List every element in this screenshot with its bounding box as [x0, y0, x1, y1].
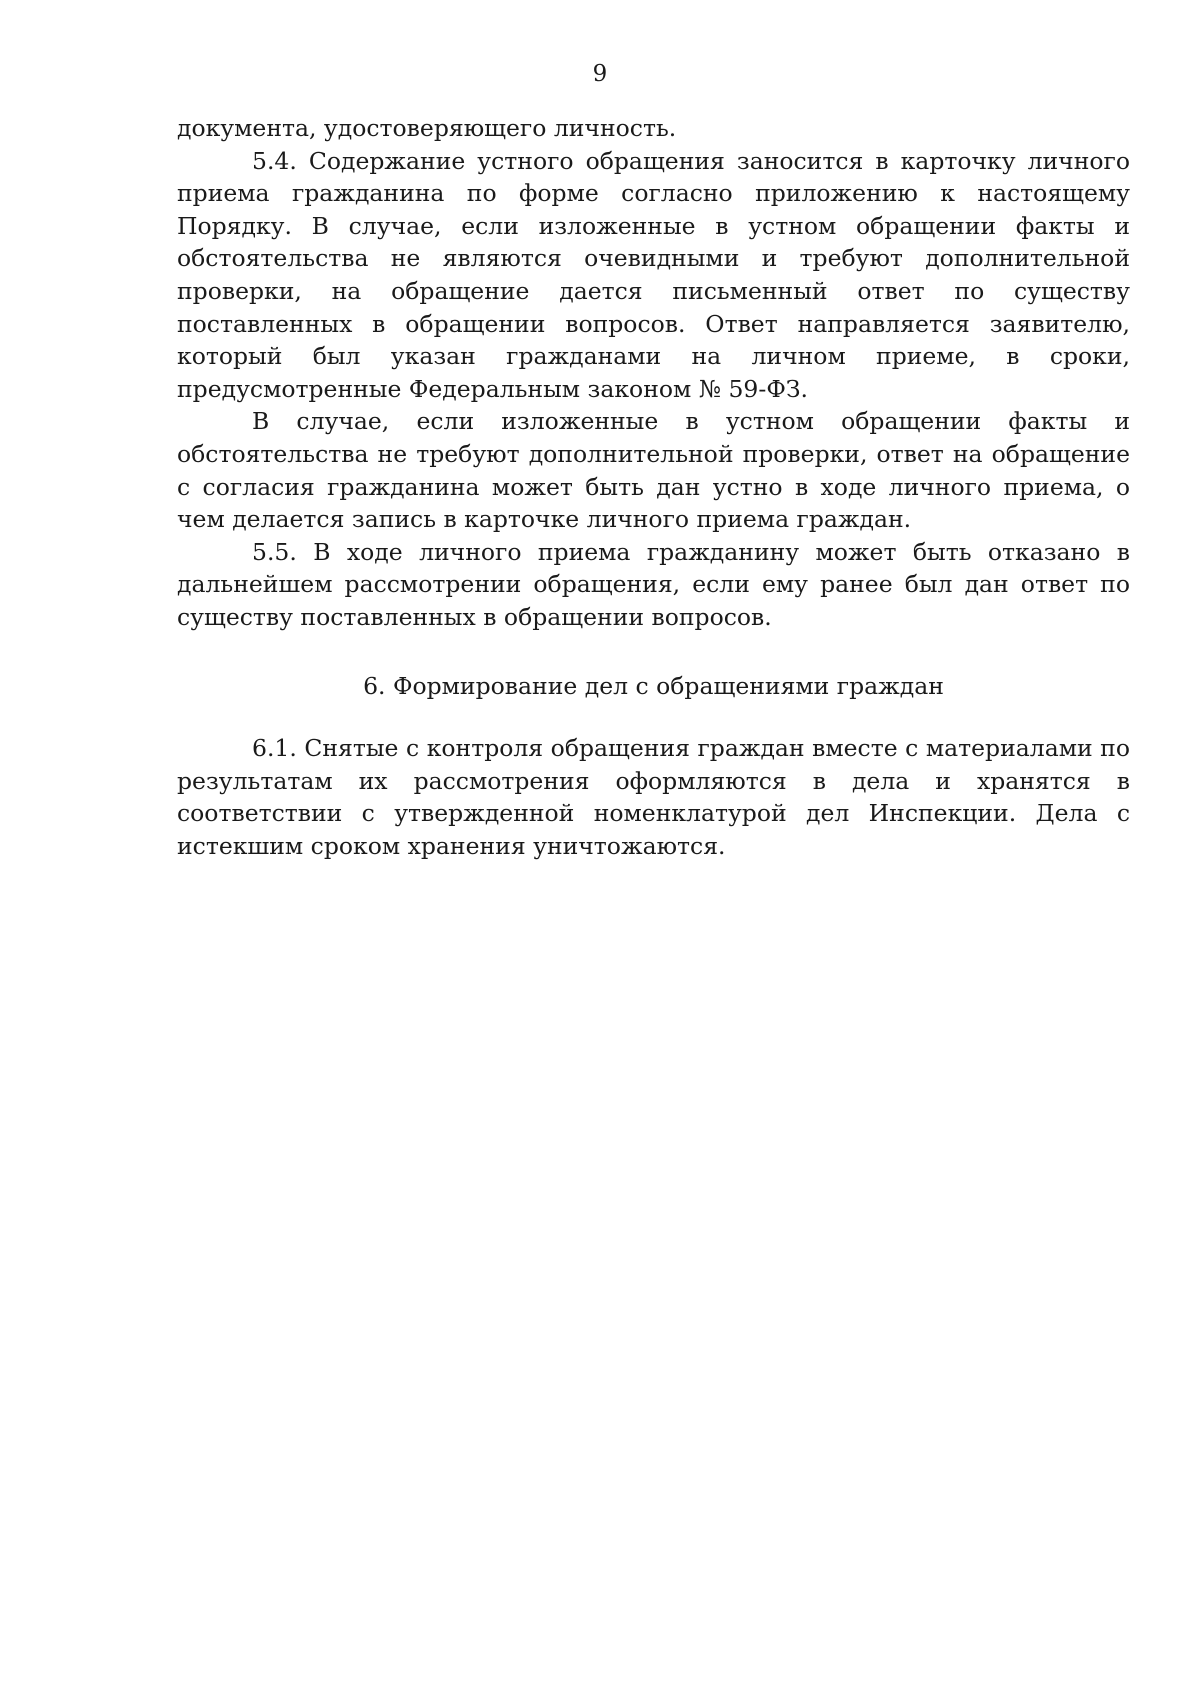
- page-number: 9: [592, 61, 608, 87]
- paragraph-5-4-oral-answer: В случае, если изложенные в устном обращении факты и обстоятельства не требуют дополнительной проверки, ответ на обращение с согласия гражданина может быть дан устно в ходе личного приема, о чем делается запись в карточке личного приема граждан.: [177, 407, 1130, 534]
- paragraph-6-1: 6.1. Снятые с контроля обращения граждан вместе с материалами по результатам их рассмотрения оформляются в дела и хранятся в соответствии с утвержденной номенклатурой дел Инспекции. Дела с истекшим сроком хранения уничтожаются.: [177, 734, 1130, 860]
- paragraph-continuation: документа, удостоверяющего личность.: [177, 114, 677, 142]
- paragraph-5-4: 5.4. Содержание устного обращения заносится в карточку личного приема гражданина по форме согласно приложению к настоящему Порядку. В случае, если изложенные в устном обращении факты и обстоятельства не являются очевидными и требуют дополнительной проверки, на обращение дается письменный ответ по существу поставленных в обращении вопросов. Ответ направляется заявителю, который был указан гражданами на личном приеме, в сроки, предусмотренные Федеральным законом № 59-ФЗ.: [177, 146, 1130, 403]
- section-heading: 6. Формирование дел с обращениями граждан: [363, 671, 944, 700]
- document-body: [177, 112, 1130, 862]
- paragraph-5-5: 5.5. В ходе личного приема гражданину может быть отказано в дальнейшем рассмотрении обращения, если ему ранее был дан ответ по существу поставленных в обращении вопросов.: [177, 537, 1130, 631]
